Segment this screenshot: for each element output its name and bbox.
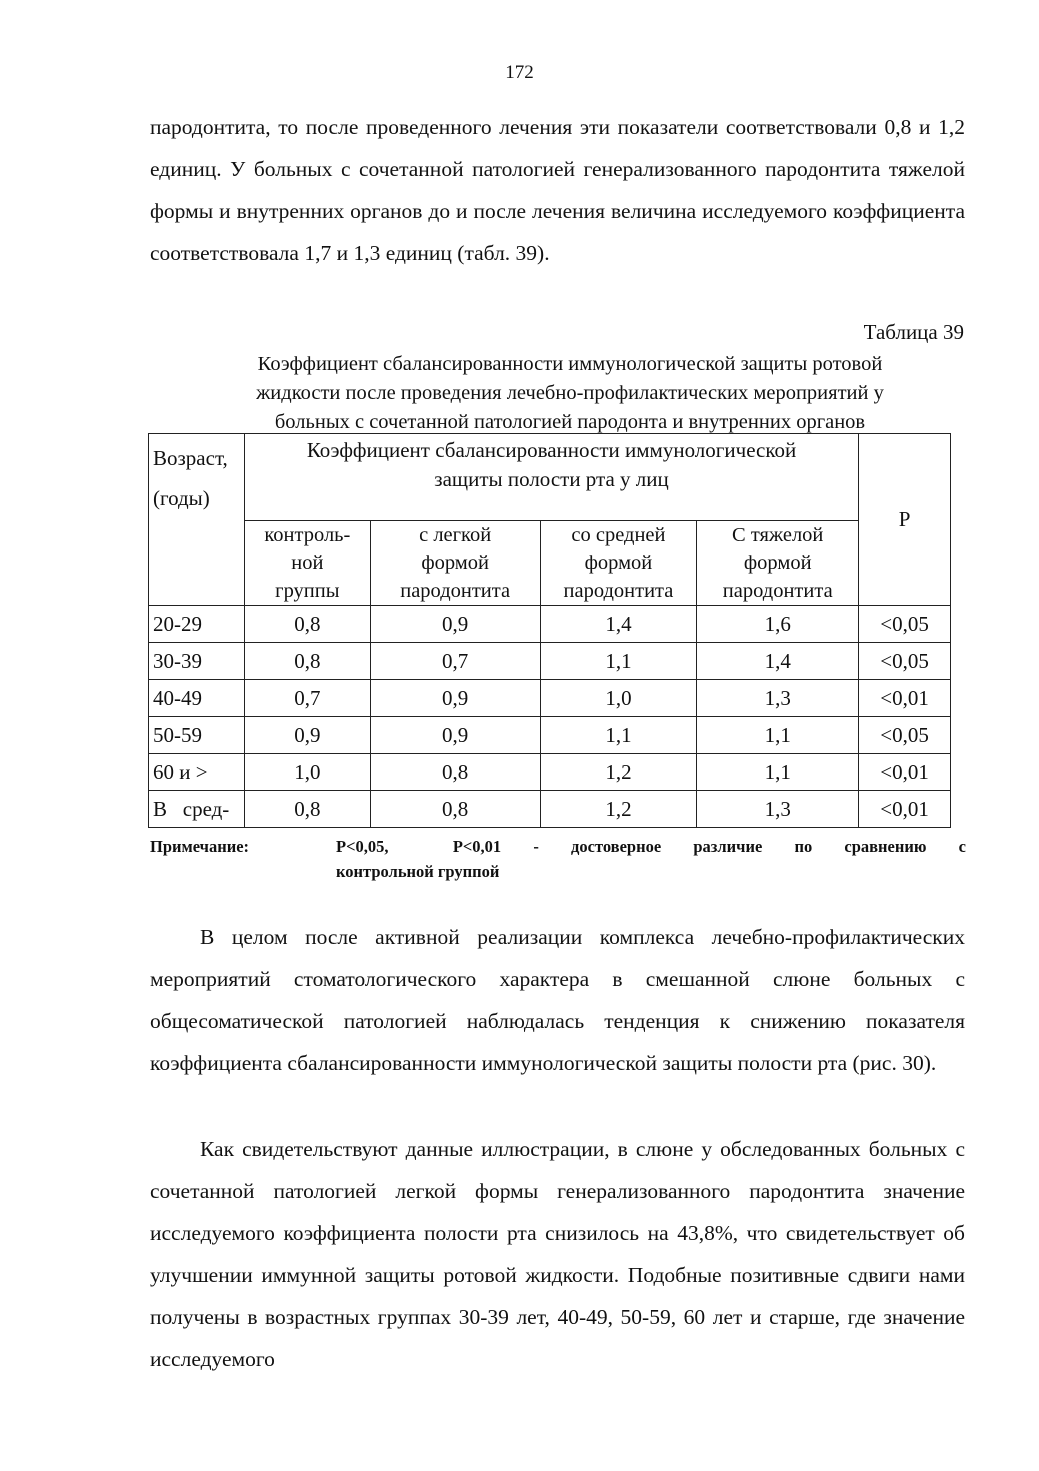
note-text-continued: контрольной группой	[336, 862, 500, 881]
subheader-control: контроль- ной группы	[244, 521, 370, 606]
coefficient-header: Коэффициент сбалансированности иммунологической защиты полости рта у лиц	[244, 434, 858, 521]
subheader-mild: с легкой формой пародонтита	[370, 521, 540, 606]
table-row: 60 и > 1,0 0,8 1,2 1,1 <0,01	[149, 754, 951, 791]
data-table	[148, 433, 951, 828]
caption-line: Коэффициент сбалансированности иммунологической защиты ротовой	[257, 353, 883, 375]
subheader-moderate: со средней формой пародонтита	[540, 521, 697, 606]
page-number: 172	[505, 62, 534, 83]
table-row: 40-49 0,7 0,9 1,0 1,3 <0,01	[149, 680, 951, 717]
table-row: 30-39 0,8 0,7 1,1 1,4 <0,05	[149, 643, 951, 680]
caption-line: жидкости после проведения лечебно-профилактических мероприятий у	[256, 382, 884, 404]
note-label: Примечание:	[150, 837, 250, 856]
table-row: 50-59 0,9 0,9 1,1 1,1 <0,05	[149, 717, 951, 754]
subheader-severe: С тяжелой формой пародонтита	[697, 521, 859, 606]
table-number: Таблица 39	[863, 320, 964, 344]
paragraph-1: пародонтита, то после проведенного лечения эти показатели соответствовали 0,8 и 1,2 единиц. У больных с сочетанной патологией генерализованного пародонтита тяжелой формы и внутренних органов до и после лечения величина исследуемого коэффициента соответствовала 1,7 и 1,3 единиц (табл. 39).	[150, 115, 965, 265]
table-caption	[150, 350, 990, 437]
table-row: 20-29 0,8 0,9 1,4 1,6 <0,05	[149, 606, 951, 643]
table-row: В сред- 0,8 0,8 1,2 1,3 <0,01	[149, 791, 951, 828]
note-text: P<0,05, P<0,01 - достоверное различие по сравнению с	[336, 837, 966, 856]
p-header: P	[859, 434, 951, 606]
caption-line: больных с сочетанной патологией пародонта и внутренних органов	[274, 411, 866, 433]
paragraph-3: Как свидетельствуют данные иллюстрации, в слюне у обследованных больных с сочетанной патологией легкой формы генерализованного пародонтита значение исследуемого коэффициента полости рта снизилось на 43,8%, что свидетельствует об улучшении иммунной защиты ротовой жидкости. Подобные позитивные сдвиги нами получены в возрастных группах 30-39 лет, 40-49, 50-59, 60 лет и старше, где значение исследуемого	[150, 1137, 965, 1371]
age-header: Возраст, (годы)	[149, 434, 245, 606]
paragraph-2: В целом после активной реализации комплекса лечебно-профилактических мероприятий стоматологического характера в смешанной слюне больных с общесоматической патологией наблюдалась тенденция к снижению показателя коэффициента сбалансированности иммунологической защиты полости рта (рис. 30).	[150, 925, 965, 1075]
